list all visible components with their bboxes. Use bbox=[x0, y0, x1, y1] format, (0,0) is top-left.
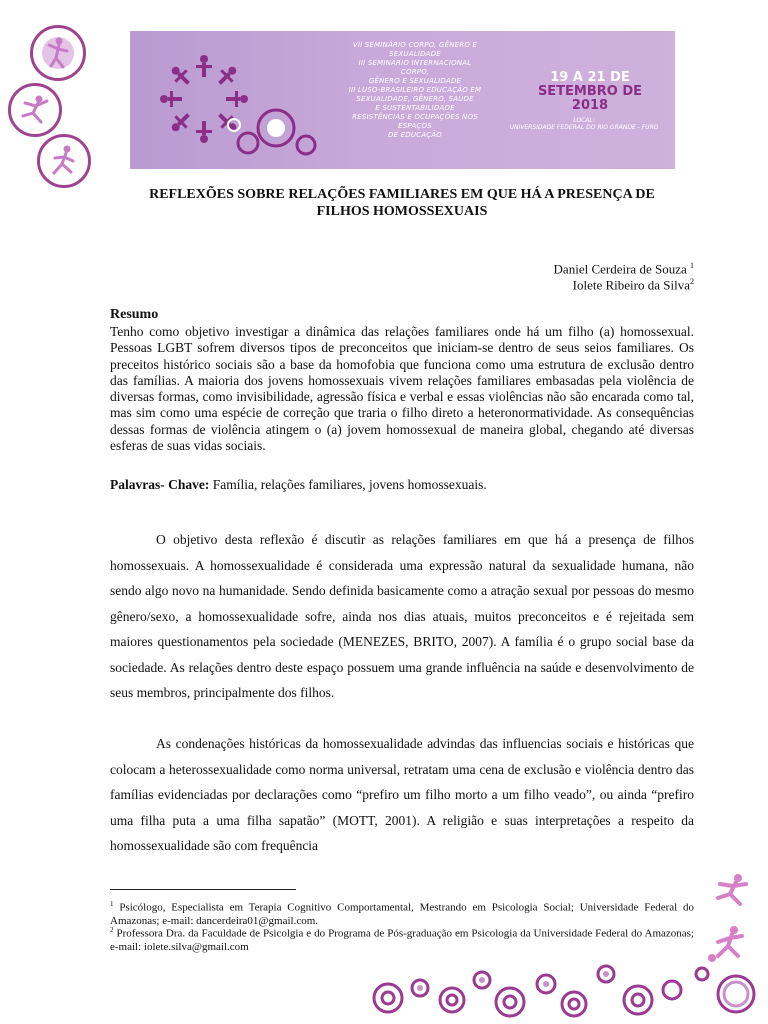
event-place-label: LOCAL: bbox=[573, 117, 595, 124]
abstract-heading: Resumo bbox=[110, 307, 159, 322]
event-date-line1: 19 A 21 DE bbox=[550, 70, 630, 85]
event-place-name: UNIVERSIDADE FEDERAL DO RIO GRANDE - FURG bbox=[509, 124, 659, 131]
footnote-text: Psicólogo, Especialista em Terapia Cognitivo Comportamental, Mestrando em Psicologia Social; Universidade Federal do Amazonas; e-mail: dancerdeira01@gmail.com. bbox=[110, 901, 694, 927]
footnote-mark: 2 bbox=[690, 277, 694, 286]
jumping-figure-icon bbox=[11, 86, 59, 134]
abstract-text: Tenho como objetivo investigar a dinâmica das relações familiares onde há um filho (a) homossexual. Pessoas LGBT sofrem diversos tipos de preconceitos que iniciam-se dentro de seus seios familiares. Os preceitos histórico sociais são a base da homofobia que funciona como uma estrutura de exclusão dentro das famílias. A maioria dos jovens homossexuais vivem relações familiares embasadas pela violência de diversas formas, como invisibilidade, agressão física e verbal e essas violências não são encarada como tal, mas sim como uma espécie de correção que traria o filho direto a heteronormatividade. As consequências dessas formas de violência atingem o (a) jovem homossexual de maneira global, chegando até diversas esferas de suas vidas sociais. bbox=[110, 324, 694, 454]
keywords-label: Palavras- Chave: bbox=[110, 477, 210, 492]
keywords-list: Família, relações familiares, jovens homossexuais. bbox=[209, 477, 487, 492]
running-medallion bbox=[37, 134, 91, 188]
event-date bbox=[530, 71, 650, 113]
event-banner bbox=[130, 31, 675, 169]
paper-title-line1: REFLEXÕES SOBRE RELAÇÕES FAMILIARES EM QUE HÁ A PRESENÇA DE bbox=[149, 187, 655, 202]
event-line: DE EDUCAÇÃO bbox=[387, 131, 443, 139]
event-line: RESISTÊNCIAS E OCUPAÇÕES NOS ESPAÇOS bbox=[352, 113, 478, 130]
event-line: GÊNERO E SEXUALIDADE bbox=[368, 77, 462, 85]
running-figure-icon bbox=[40, 137, 88, 185]
event-line: E SUSTENTABILIDADE bbox=[375, 104, 455, 112]
author-name: Daniel Cerdeira de Souza bbox=[553, 261, 690, 277]
body-paragraph-2: As condenações históricas da homossexualidade advindas das influencias sociais e históricas que colocam a heterossexualidade como norma universal, retratam uma cena de exclusão e violência dentro das famílias evidenciadas por declarações como “prefiro um filho morto a um filho veado”, ou ainda “prefiro uma filha puta a uma filha sapatão” (MOTT, 2001). A religião e suas interpretações a respeito da homossexualidade são com frequência bbox=[110, 736, 694, 853]
bottom-decoration bbox=[360, 950, 768, 1024]
footnote-mark: 2 bbox=[110, 926, 114, 934]
event-line: VII SEMINÁRIO CORPO, GÊNERO E SEXUALIDADE bbox=[352, 41, 478, 58]
keywords bbox=[110, 477, 694, 493]
jumping-medallion bbox=[8, 83, 62, 137]
banner-bubbles bbox=[226, 103, 336, 163]
event-line: SEXUALIDADE, GÊNERO, SAÚDE bbox=[356, 95, 474, 103]
author-2 bbox=[573, 274, 694, 293]
event-line: III SEMINÁRIO INTERNACIONAL CORPO, bbox=[358, 59, 472, 76]
author-name: Iolete Ribeiro da Silva bbox=[572, 277, 690, 293]
paper-title-line2: FILHOS HOMOSSEXUAIS bbox=[316, 204, 488, 219]
paper-title bbox=[110, 186, 694, 220]
body-paragraph-1: O objetivo desta reflexão é discutir as relações familiares em que há a presença de filhos homossexuais. A homossexualidade é considerada uma expressão natural da sexualidade humana, não sendo algo novo na humanidade. Sendo definida basicamente como a atração sexual por pessoas do mesmo gênero/sexo, a homossexualidade sofre, ainda nos dias atuais, muitos preconceitos e é rejeitada sem maiores questionamentos pela sociedade (MENEZES, BRITO, 2007). A família é o grupo social base da sociedade. As relações dentro deste espaço possuem uma grande influência na saúde e desenvolvimento de seus membros, principalmente dos filhos. bbox=[110, 532, 694, 700]
event-names bbox=[344, 41, 486, 140]
kicking-figure-icon bbox=[718, 874, 746, 904]
event-line: III LUSO-BRASILEIRO EDUCAÇÃO EM bbox=[348, 86, 482, 94]
dancer-medallion bbox=[30, 25, 86, 81]
event-place bbox=[496, 117, 672, 131]
footnote-mark: 1 bbox=[110, 900, 114, 908]
footnote-text: Professora Dra. da Faculdade de Psicolgia e do Programa de Pós-graduação em Psicologia da Universidade Federal do Amazonas; e-mail: iolete.silva@gmail.com bbox=[110, 927, 694, 953]
footnote-divider bbox=[110, 889, 296, 890]
event-date-line2: SETEMBRO DE 2018 bbox=[537, 84, 643, 113]
dancer-icon bbox=[33, 28, 83, 78]
footnote-mark: 1 bbox=[690, 261, 694, 270]
